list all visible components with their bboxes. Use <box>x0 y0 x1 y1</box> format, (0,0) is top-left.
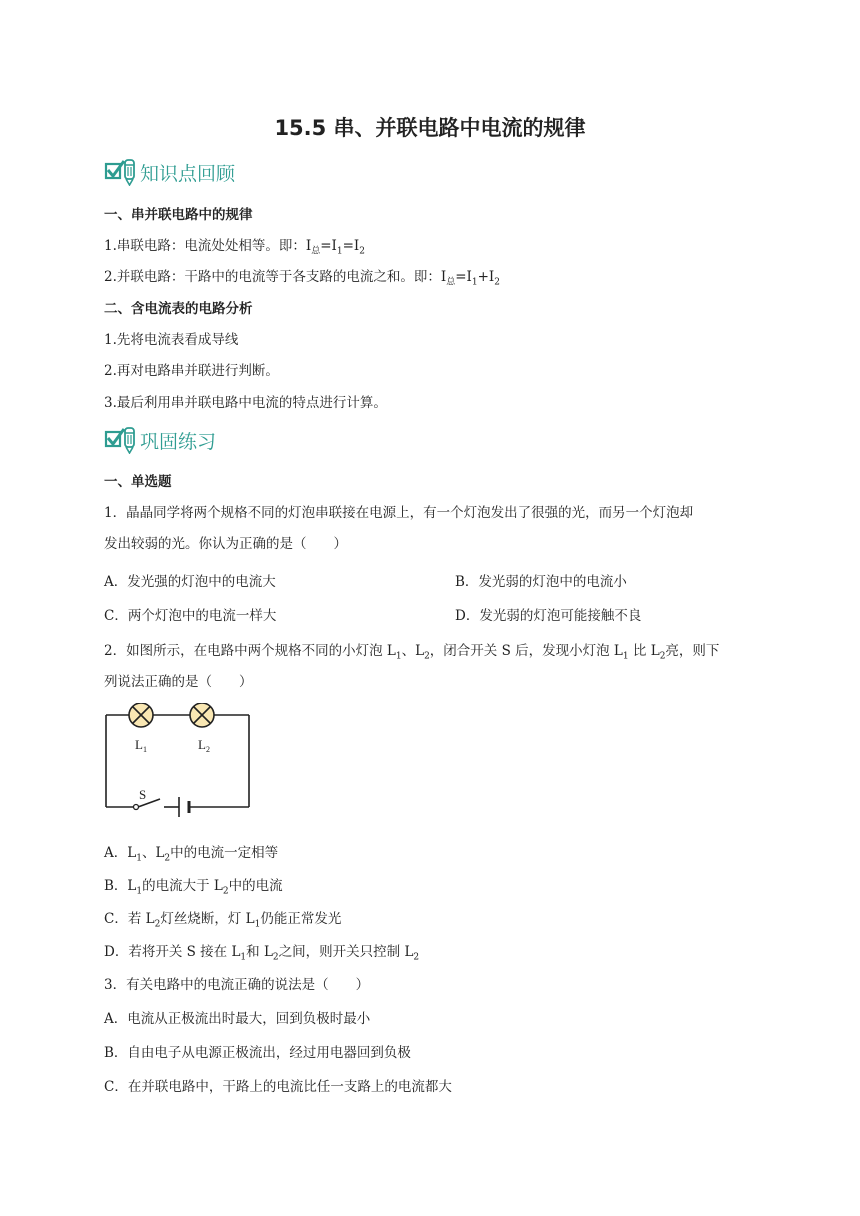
q2-text: 比 L <box>628 643 660 659</box>
switch-pivot <box>134 805 139 810</box>
q1-option-a: A．发光强的灯泡中的电流大 <box>104 574 276 590</box>
q3-option-a: A．电流从正极流出时最大，回到负极时最小 <box>104 1011 371 1027</box>
sub: 1 <box>622 651 629 662</box>
q2-option-a <box>104 841 278 864</box>
section-heading-practice <box>104 426 216 454</box>
q3-option-b: B．自由电子从电源正极流出，经过用电器回到负极 <box>104 1045 411 1061</box>
q2-option-d <box>104 940 419 963</box>
sub: 2 <box>222 886 229 897</box>
q2-stem-line2: 列说法正确的是（ ） <box>104 674 253 690</box>
q2-text: 、L <box>401 643 425 659</box>
sub-1: 1 <box>336 246 343 257</box>
sub: 1 <box>395 651 402 662</box>
check-pencil-icon <box>104 158 138 186</box>
q1-stem-line2: 发出较弱的光。你认为正确的是（ ） <box>104 536 347 552</box>
opt-text: 中的电流一定相等 <box>170 845 279 861</box>
series-rule-eq2: =I <box>342 238 360 254</box>
sub: 2 <box>154 919 161 930</box>
q2-text: ，闭合开关 S 后，发现小灯泡 L <box>429 643 623 659</box>
lamp-1-label: $L_1$ <box>135 737 147 754</box>
sub: 1 <box>136 886 143 897</box>
lamp-2-label: $L_2$ <box>198 737 210 754</box>
switch-label: S <box>139 787 147 802</box>
opt-text: 、L <box>141 845 165 861</box>
review-step-3: 3.最后利用串并联电路中电流的特点进行计算。 <box>104 395 387 411</box>
opt-text: 的电流大于 L <box>142 878 223 894</box>
sub-1: 1 <box>471 277 478 288</box>
q1-option-b: B．发光弱的灯泡中的电流小 <box>455 574 627 590</box>
review-step-1: 1.先将电流表看成导线 <box>104 332 239 348</box>
sub: 2 <box>272 952 279 963</box>
q3-option-c: C．在并联电路中，干路上的电流比任一支路上的电流都大 <box>104 1079 452 1095</box>
lamp-1-icon <box>129 703 153 727</box>
series-rule-text: 1.串联电路：电流处处相等。即：I <box>104 238 312 254</box>
review-heading-2: 二、含电流表的电路分析 <box>104 301 253 317</box>
sub: 2 <box>413 952 420 963</box>
opt-text: 中的电流 <box>228 878 283 894</box>
check-pencil-icon <box>104 426 138 454</box>
section-heading-review <box>104 158 235 186</box>
opt-text: A．L <box>104 845 137 861</box>
sub-total: 总 <box>446 277 456 288</box>
sub-total: 总 <box>311 246 321 257</box>
opt-text: C．若 L <box>104 911 155 927</box>
series-rule-eq: =I <box>320 238 337 254</box>
practice-heading-1: 一、单选题 <box>104 474 172 490</box>
series-rule <box>104 234 365 257</box>
parallel-rule <box>104 265 500 288</box>
sub: 1 <box>136 853 142 864</box>
q2-option-b <box>104 874 283 897</box>
review-step-2: 2.再对电路串并联进行判断。 <box>104 363 279 379</box>
parallel-rule-eq: =I <box>455 269 472 285</box>
opt-text: D．若将开关 S 接在 L <box>104 944 241 960</box>
q1-option-c: C．两个灯泡中的电流一样大 <box>104 608 277 624</box>
q1-stem-line1: 1．晶晶同学将两个规格不同的灯泡串联接在电源上，有一个灯泡发出了很强的光，而另一个灯泡却 <box>104 505 694 521</box>
section-heading-label: 知识点回顾 <box>140 162 236 185</box>
sub-2: 2 <box>494 277 501 288</box>
opt-text: 之间，则开关只控制 L <box>278 944 414 960</box>
parallel-rule-text: 2.并联电路：干路中的电流等于各支路的电流之和。即：I <box>104 269 447 285</box>
sub: 1 <box>254 919 261 930</box>
lamp-2-icon <box>190 703 214 727</box>
q2-text: 亮，则下 <box>665 643 720 659</box>
q2-option-c <box>104 907 341 930</box>
page-title: 15.5 串、并联电路中电流的规律 <box>274 116 586 140</box>
opt-text: 灯丝烧断，灯 L <box>160 911 255 927</box>
q2-stem-line1 <box>104 639 719 662</box>
sub-2: 2 <box>359 246 366 257</box>
parallel-rule-plus: +I <box>477 269 495 285</box>
q2-text: 2．如图所示，在电路中两个规格不同的小灯泡 L <box>104 643 396 659</box>
opt-text: 仍能正常发光 <box>260 911 342 927</box>
q1-option-d: D．发光弱的灯泡可能接触不良 <box>455 608 642 624</box>
section-heading-label: 巩固练习 <box>140 430 217 453</box>
sub: 2 <box>424 651 430 662</box>
sub: 1 <box>240 952 247 963</box>
circuit-diagram <box>104 703 254 825</box>
review-heading-1: 一、串并联电路中的规律 <box>104 207 253 223</box>
opt-text: 和 L <box>246 944 273 960</box>
sub: 2 <box>659 651 666 662</box>
sub: 2 <box>164 853 171 864</box>
q3-stem: 3．有关电路中的电流正确的说法是（ ） <box>104 977 370 993</box>
opt-text: B．L <box>104 878 137 894</box>
